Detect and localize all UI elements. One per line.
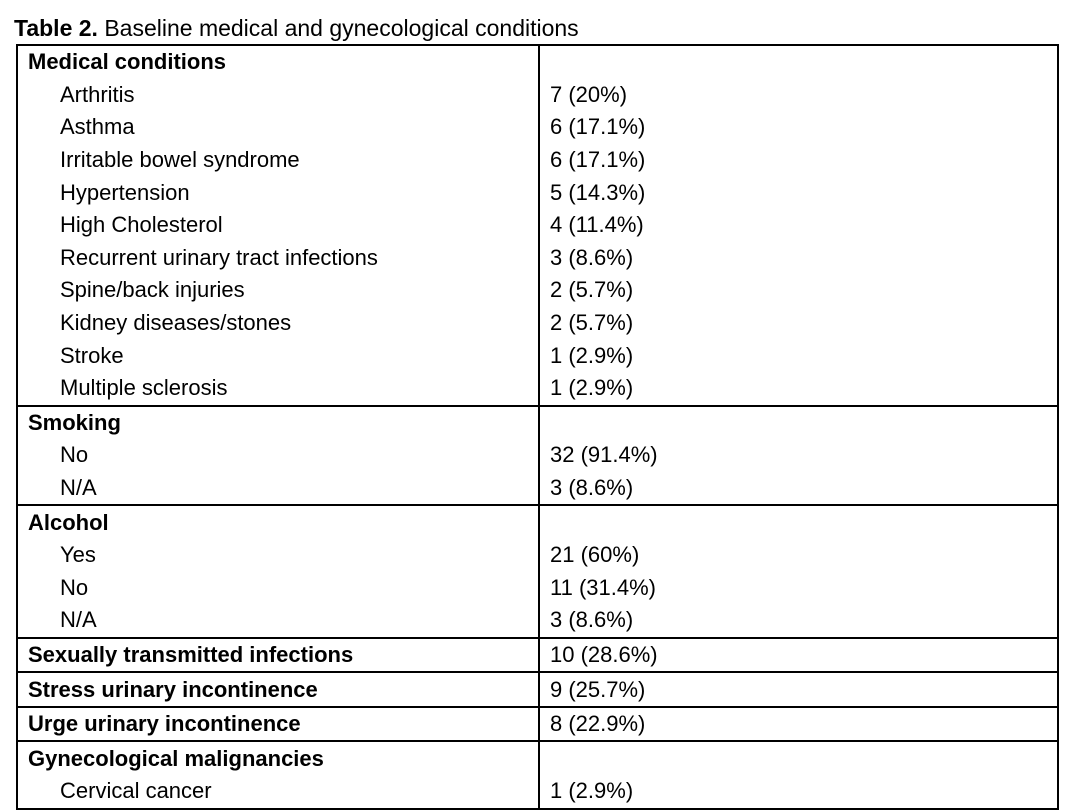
section-heading-row [17,406,1058,440]
row-label: Multiple sclerosis [17,372,539,406]
conditions-table [16,44,1059,810]
row-value: 11 (31.4%) [539,572,1058,605]
table-row [17,111,1058,144]
row-value: 32 (91.4%) [539,439,1058,472]
section-heading-row [17,741,1058,775]
table-row [17,307,1058,340]
row-value: 1 (2.9%) [539,339,1058,372]
section-heading: Smoking [17,406,539,440]
table-row [17,604,1058,638]
section-heading: Urge urinary incontinence [17,707,539,742]
row-label: N/A [17,604,539,638]
row-value: 7 (20%) [539,79,1058,112]
row-value: 3 (8.6%) [539,604,1058,638]
section-value: 9 (25.7%) [539,672,1058,707]
row-value: 2 (5.7%) [539,274,1058,307]
table-row [17,472,1058,506]
section-value: 8 (22.9%) [539,707,1058,742]
row-label: Hypertension [17,176,539,209]
row-label: Irritable bowel syndrome [17,144,539,177]
row-value: 21 (60%) [539,539,1058,572]
table-row [17,274,1058,307]
row-label: N/A [17,472,539,506]
row-label: Stroke [17,339,539,372]
row-label: Cervical cancer [17,775,539,809]
table-row [17,209,1058,242]
row-value: 6 (17.1%) [539,111,1058,144]
section-heading-row [17,45,1058,79]
row-label: Arthritis [17,79,539,112]
table-caption-text: Baseline medical and gynecological conditions [97,15,579,41]
table-row [17,572,1058,605]
row-label: Recurrent urinary tract infections [17,242,539,275]
row-value: 5 (14.3%) [539,176,1058,209]
row-value: 1 (2.9%) [539,775,1058,809]
section-heading: Gynecological malignancies [17,741,539,775]
section-heading-row [17,707,1058,742]
row-value: 3 (8.6%) [539,242,1058,275]
section-heading: Stress urinary incontinence [17,672,539,707]
section-value [539,406,1058,440]
conditions-table-body [17,45,1058,809]
section-value: 10 (28.6%) [539,638,1058,673]
section-value [539,45,1058,79]
row-label: No [17,439,539,472]
section-heading: Medical conditions [17,45,539,79]
table-row [17,539,1058,572]
section-heading-row [17,672,1058,707]
table-row [17,339,1058,372]
row-value: 3 (8.6%) [539,472,1058,506]
section-heading-row [17,638,1058,673]
table-row [17,372,1058,406]
table-row [17,176,1058,209]
row-value: 1 (2.9%) [539,372,1058,406]
row-value: 6 (17.1%) [539,144,1058,177]
section-heading: Sexually transmitted infections [17,638,539,673]
row-label: Asthma [17,111,539,144]
table-row [17,144,1058,177]
table-row [17,242,1058,275]
row-label: Spine/back injuries [17,274,539,307]
row-label: No [17,572,539,605]
table-caption-label: Table 2. [14,15,98,41]
section-heading-row [17,505,1058,539]
row-label: Kidney diseases/stones [17,307,539,340]
table-row [17,775,1058,809]
row-value: 4 (11.4%) [539,209,1058,242]
table-caption [14,14,579,42]
section-value [539,505,1058,539]
section-value [539,741,1058,775]
table-row [17,439,1058,472]
table-row [17,79,1058,112]
section-heading: Alcohol [17,505,539,539]
row-label: Yes [17,539,539,572]
row-value: 2 (5.7%) [539,307,1058,340]
row-label: High Cholesterol [17,209,539,242]
